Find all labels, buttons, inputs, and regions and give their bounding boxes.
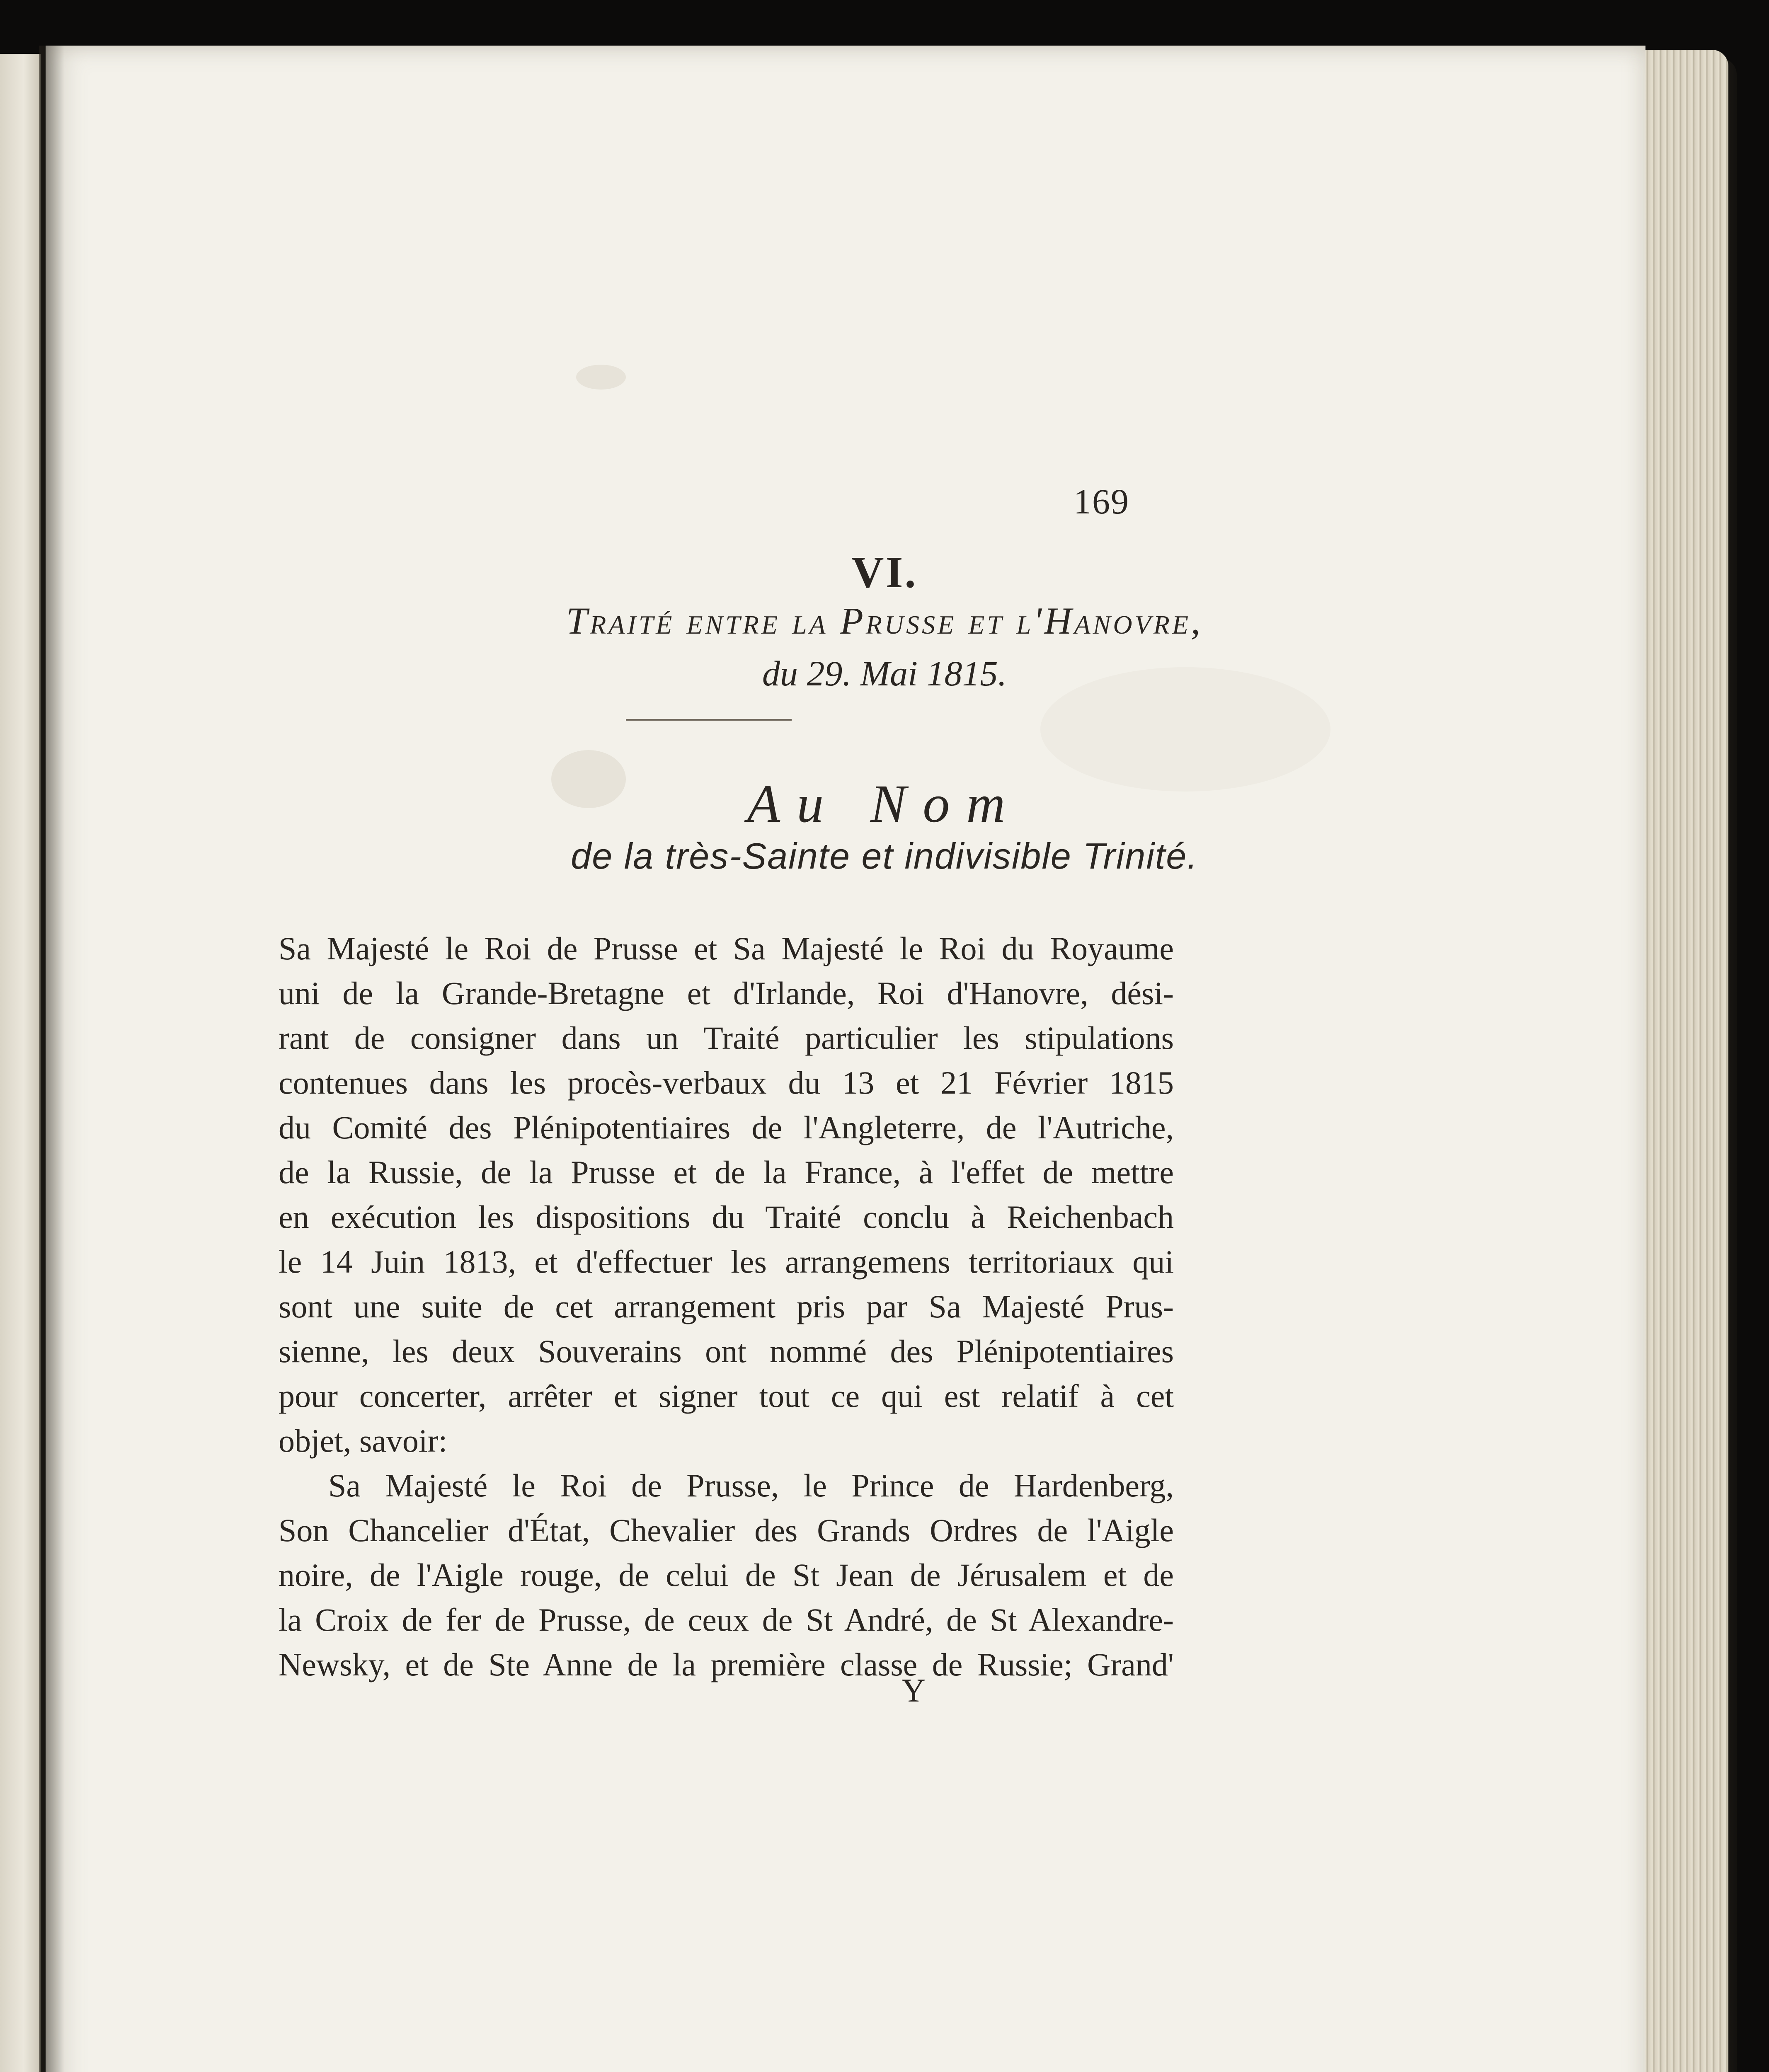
treaty-date: du 29. Mai 1815. <box>762 654 1007 693</box>
body-line: contenues dans les procès-verbaux du 13 et 21 Février 1815 <box>279 1065 1174 1101</box>
body-line: sienne, les deux Souverains ont nommé des Plénipotentiaires <box>279 1333 1174 1369</box>
body-line: du Comité des Plénipotentiaires de l'Angleterre, de l'Autriche, <box>279 1109 1174 1145</box>
foxing-spot <box>576 365 626 390</box>
body-line: noire, de l'Aigle rouge, de celui de St Jean de Jérusalem et de <box>279 1557 1174 1593</box>
body-line: rant de consigner dans un Traité particulier les stipulations <box>279 1020 1174 1056</box>
page-number: 169 <box>1074 482 1129 521</box>
gutter-shadow <box>39 46 64 2072</box>
body-line: le 14 Juin 1813, et d'effectuer les arrangemens territoriaux qui <box>279 1244 1174 1280</box>
body-line: uni de la Grande-Bretagne et d'Irlande, Roi d'Hanovre, dési- <box>279 975 1174 1011</box>
invocation-subheading: de la très-Sainte et indivisible Trinité. <box>571 835 1198 876</box>
treaty-title: Traité entre la Prusse et l'Hanovre, <box>566 600 1203 642</box>
body-line: de la Russie, de la Prusse et de la France, à l'effet de mettre <box>279 1154 1174 1190</box>
body-line: objet, savoir: <box>279 1423 448 1459</box>
body-line: Son Chancelier d'État, Chevalier des Grands Ordres de l'Aigle <box>279 1512 1174 1548</box>
treaty-body <box>279 926 1174 1687</box>
body-line: sont une suite de cet arrangement pris par Sa Majesté Prus- <box>279 1288 1174 1324</box>
body-line: la Croix de fer de Prusse, de ceux de St André, de St Alexandre- <box>279 1602 1174 1638</box>
signature-mark: Y <box>901 1673 926 1709</box>
body-line: Sa Majesté le Roi de Prusse et Sa Majesté le Roi du Royaume <box>279 930 1174 966</box>
body-line: Sa Majesté le Roi de Prusse, le Prince de Hardenberg, <box>328 1467 1174 1503</box>
body-line: pour concerter, arrêter et signer tout ce qui est relatif à cet <box>279 1378 1174 1414</box>
body-line: Newsky, et de Ste Anne de la première classe de Russie; Grand' <box>279 1646 1174 1682</box>
chapter-number: VI. <box>851 548 918 597</box>
body-line: en exécution les dispositions du Traité conclu à Reichenbach <box>279 1199 1174 1235</box>
section-divider <box>626 719 792 721</box>
left-page-edge <box>0 54 41 2072</box>
invocation-heading: Au Nom <box>747 774 1022 834</box>
